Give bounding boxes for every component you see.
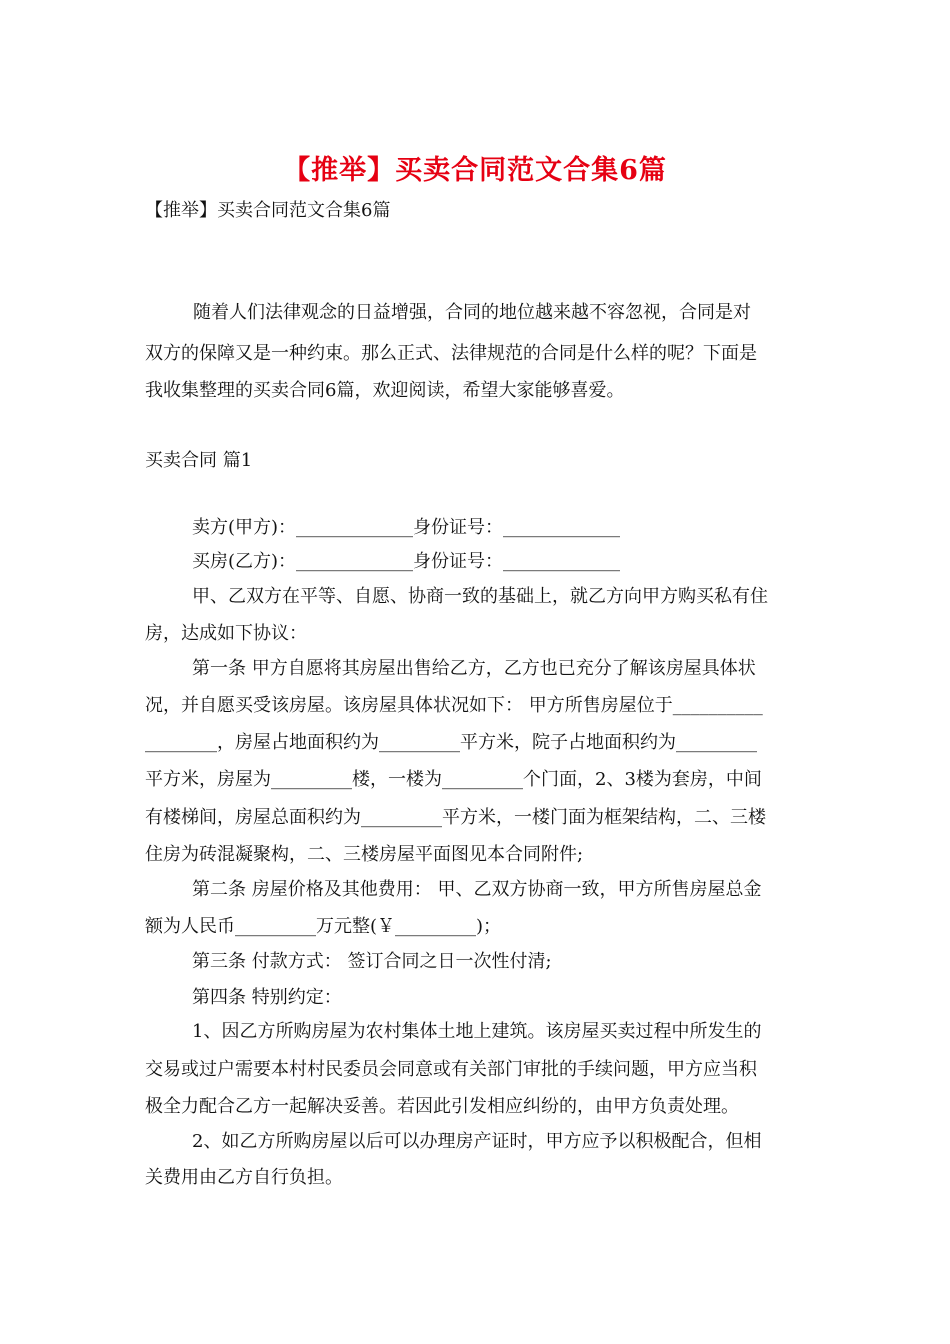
clause-1: 1、因乙方所购房屋为农村集体土地上建筑。该房屋买卖过程中所发生的	[192, 1021, 762, 1042]
body-line: 住房为砖混凝聚构，二、三楼房屋平面图见本合同附件;	[145, 844, 584, 865]
article-1: 第一条 甲方自愿将其房屋出售给乙方，乙方也已充分了解该房屋具体状	[192, 658, 756, 679]
body-line: 房，达成如下协议：	[145, 623, 307, 644]
body-line: 关费用由乙方自行负担。	[145, 1167, 343, 1188]
article-3: 第三条 付款方式： 签订合同之日一次性付清;	[192, 951, 552, 972]
intro-line: 随着人们法律观念的日益增强，合同的地位越来越不容忽视，合同是对	[193, 302, 751, 323]
document-title: 【推举】买卖合同范文合集6篇	[283, 155, 667, 186]
buyer-line: 买房(乙方)：_____________身份证号：_____________	[192, 551, 621, 572]
body-line: 极全力配合乙方一起解决妥善。若因此引发相应纠纷的，由甲方负责处理。	[145, 1096, 739, 1117]
article-4: 第四条 特别约定：	[192, 987, 342, 1008]
intro-line: 我收集整理的买卖合同6篇，欢迎阅读，希望大家能够喜爱。	[145, 380, 625, 401]
section-heading: 买卖合同 篇1	[145, 450, 253, 471]
body-line: 交易或过户需要本村村民委员会同意或有关部门审批的手续问题，甲方应当积	[145, 1059, 757, 1080]
document-subtitle: 【推举】买卖合同范文合集6篇	[145, 200, 391, 221]
body-line: 额为人民币_________万元整(￥_________)；	[145, 916, 502, 937]
body-line: 甲、乙双方在平等、自愿、协商一致的基础上，就乙方向甲方购买私有住	[192, 586, 768, 607]
body-line: 有楼梯间，房屋总面积约为_________平方米，一楼门面为框架结构，二、三楼	[145, 807, 766, 828]
clause-2: 2、如乙方所购房屋以后可以办理房产证时，甲方应予以积极配合，但相	[192, 1131, 762, 1152]
body-line: 平方米，房屋为_________楼，一楼为_________个门面，2、3楼为套房，中间	[145, 769, 762, 790]
article-2: 第二条 房屋价格及其他费用： 甲、乙双方协商一致，甲方所售房屋总金	[192, 879, 762, 900]
intro-line: 双方的保障又是一种约束。那么正式、法律规范的合同是什么样的呢？下面是	[145, 343, 757, 364]
seller-line: 卖方(甲方)：_____________身份证号：_____________	[192, 517, 621, 538]
body-line: ________，房屋占地面积约为_________平方米，院子占地面积约为_________	[145, 732, 757, 753]
body-line: 况，并自愿买受该房屋。该房屋具体状况如下： 甲方所售房屋位于__________	[145, 695, 763, 716]
